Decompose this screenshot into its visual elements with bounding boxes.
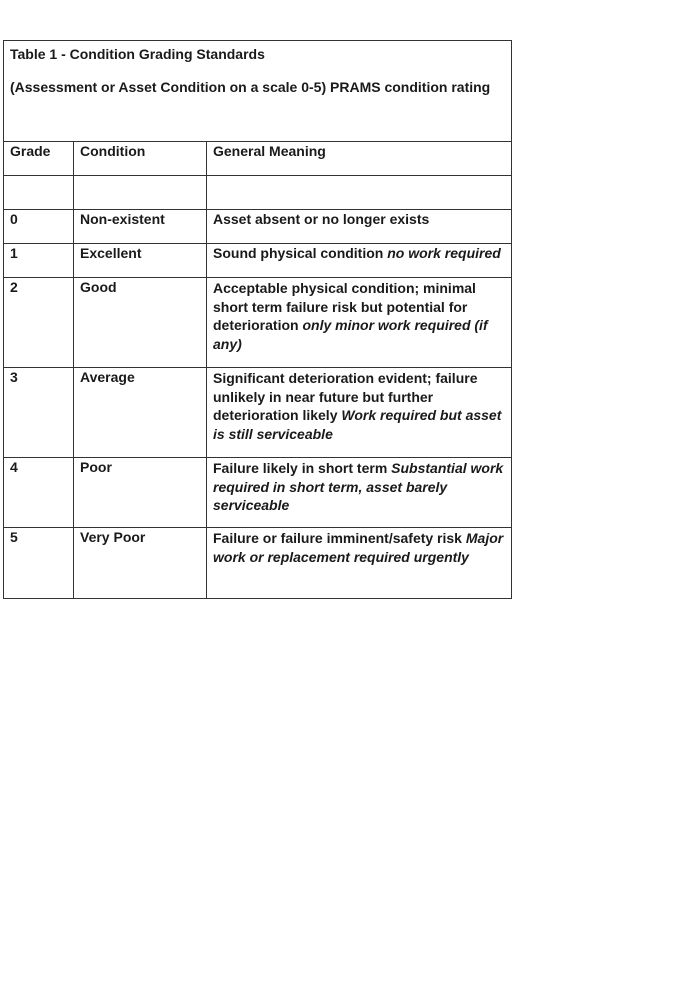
condition-cell: Non-existent: [74, 210, 207, 244]
meaning-cell: [207, 458, 512, 528]
blank-cell: [74, 176, 207, 210]
header-condition: Condition: [74, 142, 207, 176]
table-header-row: [4, 142, 512, 176]
table-row: [4, 210, 512, 244]
grade-cell: 3: [4, 368, 74, 458]
blank-cell: [4, 176, 74, 210]
table-title-cell: [4, 41, 512, 142]
meaning-text: Asset absent or no longer exists: [213, 211, 430, 227]
table-row: [4, 244, 512, 278]
condition-cell: Average: [74, 368, 207, 458]
condition-cell: Excellent: [74, 244, 207, 278]
meaning-emphasis: Substantial work required in short term, asset barely serviceable: [213, 460, 504, 513]
meaning-cell: [207, 244, 512, 278]
meaning-text: Sound physical condition: [213, 245, 388, 261]
meaning-text: Failure or failure imminent/safety risk: [213, 530, 466, 546]
condition-cell: Very Poor: [74, 528, 207, 599]
meaning-cell: [207, 528, 512, 599]
meaning-cell: [207, 368, 512, 458]
header-general-meaning: General Meaning: [207, 142, 512, 176]
meaning-emphasis: no work required: [387, 245, 501, 261]
grade-cell: 5: [4, 528, 74, 599]
meaning-emphasis: Work required but asset is still serviceable: [213, 407, 502, 442]
table-title: Table 1 - Condition Grading Standards: [10, 46, 265, 62]
condition-cell: Good: [74, 278, 207, 368]
meaning-cell: [207, 278, 512, 368]
table-row: [4, 368, 512, 458]
grade-cell: 2: [4, 278, 74, 368]
grade-cell: 4: [4, 458, 74, 528]
table-title-row: [4, 41, 512, 142]
table-row: [4, 528, 512, 599]
blank-cell: [207, 176, 512, 210]
meaning-emphasis: only minor work required (if any): [213, 317, 488, 352]
table-blank-row: [4, 176, 512, 210]
grade-cell: 1: [4, 244, 74, 278]
meaning-cell: [207, 210, 512, 244]
grade-cell: 0: [4, 210, 74, 244]
table-subtitle: (Assessment or Asset Condition on a scale 0-5) PRAMS condition rating: [10, 78, 491, 95]
meaning-text: Significant deterioration evident; failure unlikely in near future but further deterioration likely: [213, 370, 478, 423]
meaning-emphasis: Major work or replacement required urgently: [213, 530, 504, 565]
meaning-text: Failure likely in short term: [213, 460, 392, 476]
table-row: [4, 458, 512, 528]
condition-grading-table: [3, 40, 512, 599]
table-row: [4, 278, 512, 368]
header-grade: Grade: [4, 142, 74, 176]
condition-cell: Poor: [74, 458, 207, 528]
meaning-text: Acceptable physical condition; minimal short term failure risk but potential for deterioration: [213, 280, 476, 333]
